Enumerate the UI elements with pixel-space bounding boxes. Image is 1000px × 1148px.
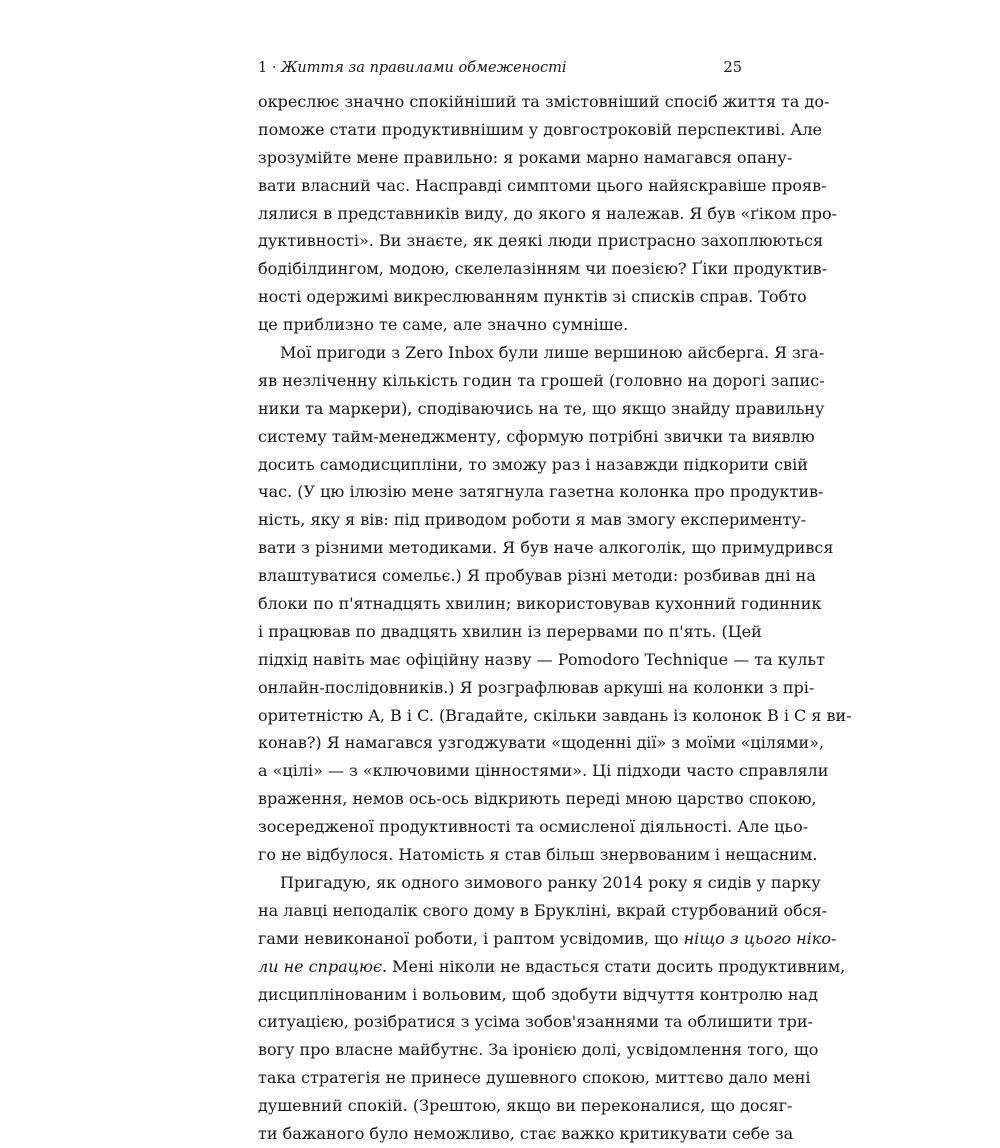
text-line	[258, 925, 837, 953]
text-line: зосередженої продуктивності та осмисленої діяльності. Але цьо-	[258, 817, 809, 837]
text-line: а «цілі» — з «ключовими цінностями». Ці підходи часто справляли	[258, 761, 829, 781]
text-line: ники та маркери), сподіваючись на те, що якщо знайду правильну	[258, 398, 825, 418]
text-line: така стратегія не принесе душевного спокою, миттєво дало мені	[258, 1068, 811, 1088]
text-line: блоки по п'ятнадцять хвилин; використовував кухонний годинник	[258, 594, 822, 614]
text-line: ність, яку я вів: під приводом роботи я мав змогу експерименту-	[258, 510, 807, 530]
text-line: досить самодисципліни, то зможу раз і назавжди підкорити свій	[258, 454, 808, 474]
emphasis-text: ли не спрацює	[258, 956, 382, 976]
text-line: на лавці неподалік свого дому в Брукліні, вкрай стурбований обся-	[258, 900, 828, 920]
text-line: дисциплінованим і вольовим, щоб здобути відчуття контролю над	[258, 984, 818, 1004]
text-line: онлайн-послідовників.) Я розграфлював аркуші на колонки з прі-	[258, 677, 815, 697]
text-line: це приблизно те саме, але значно сумніше.	[258, 315, 629, 335]
text-line: ти бажаного було неможливо, стає важко критикувати себе за	[258, 1123, 794, 1143]
text-line: Мої пригоди з Zero Inbox були лише вершиною айсберга. Я зга-	[280, 343, 825, 363]
text-line: конав?) Я намагався узгоджувати «щоденні дії» з моїми «цілями»,	[258, 733, 825, 753]
running-header	[258, 56, 742, 80]
chapter-title: Життя за правилами обмеженості	[281, 60, 567, 76]
text-line: вати власний час. Насправді симптоми цього найяскравіше прояв-	[258, 175, 827, 195]
text-line: поможе стати продуктивнішим у довгостроковій перспективі. Але	[258, 119, 823, 139]
page-number: 25	[723, 60, 742, 76]
text-line: дуктивності». Ви знаєте, як деякі люди пристрасно захоплюються	[258, 231, 824, 251]
text-line: зрозумійте мене правильно: я роками марно намагався опану-	[258, 147, 793, 167]
emphasis-text: ніщо з цього ніко-	[683, 928, 837, 948]
chapter-number: 1 ·	[258, 60, 282, 76]
text-line: влаштуватися сомельє.) Я пробував різні методи: розбивав дні на	[258, 566, 816, 586]
text-line: окреслює значно спокійніший та змістовніший спосіб життя та до-	[258, 92, 830, 111]
text-line: душевний спокій. (Зрештою, якщо ви переконалися, що досяг-	[258, 1096, 793, 1116]
text-line: го не відбулося. Натомість я став більш знервованим і нещасним.	[258, 845, 818, 865]
text-line: ності одержимі викреслюванням пунктів зі списків справ. Тобто	[258, 287, 807, 307]
body-text	[258, 88, 852, 1148]
text-line: оритетністю A, B і C. (Вгадайте, скільки завдань із колонок B і C я ви-	[258, 705, 852, 725]
text-line: лялися в представників виду, до якого я належав. Я був «ґіком про-	[258, 203, 838, 223]
text-line: Пригадую, як одного зимового ранку 2014 року я сидів у парку	[280, 872, 821, 892]
text-line: вогу про власне майбутнє. За іронією долі, усвідомлення того, що	[258, 1040, 819, 1060]
text-line: і працював по двадцять хвилин із перервами по п'ять. (Цей	[258, 621, 762, 641]
text-segment: гами невиконаної роботи, і раптом усвідомив, що	[258, 928, 684, 948]
text-line: вати з різними методиками. Я був наче алкоголік, що примудрився	[258, 538, 834, 558]
text-segment: . Мені ніколи не вдасться стати досить продуктивним,	[381, 956, 846, 976]
text-line: яв незліченну кількість годин та грошей (головно на дорогі запис-	[258, 370, 825, 390]
text-line: час. (У цю ілюзію мене затягнула газетна колонка про продуктив-	[258, 482, 824, 502]
text-line: бодібілдингом, модою, скелелазінням чи поезією? Ґіки продуктив-	[258, 259, 828, 279]
text-line: підхід навіть має офіційну назву — Pomodoro Technique — та культ	[258, 649, 825, 669]
text-line	[258, 953, 846, 981]
running-header-left	[258, 56, 567, 80]
text-line: ситуацією, розібратися з усіма зобов'язаннями та облишити три-	[258, 1012, 813, 1032]
text-line: враження, немов ось-ось відкриють переді мною царство спокою,	[258, 789, 817, 809]
text-line: систему тайм-менеджменту, сформую потрібні звички та виявлю	[258, 426, 815, 446]
